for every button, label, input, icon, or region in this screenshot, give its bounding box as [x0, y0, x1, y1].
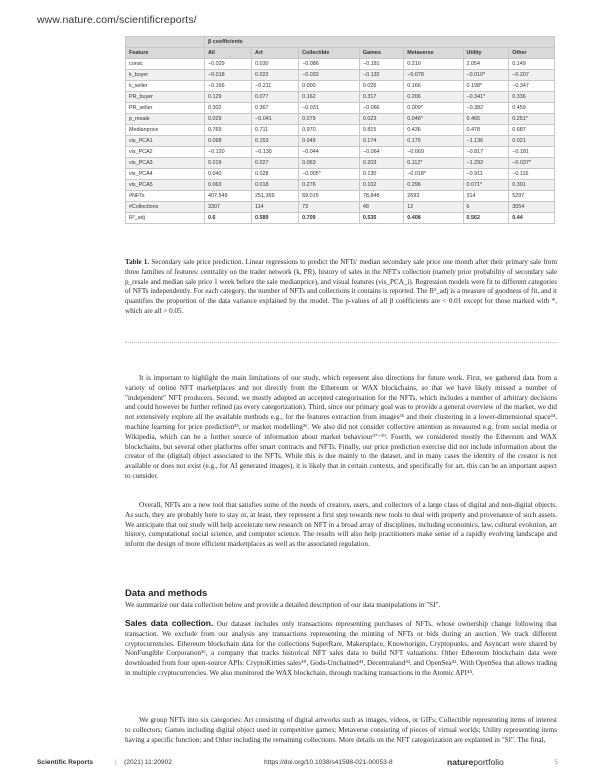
value-cell: −0.078	[404, 70, 463, 81]
footer-brand-logo	[447, 757, 504, 767]
subheading-sales-data: Sales data collection.	[125, 618, 214, 628]
value-cell: 0.210	[404, 59, 463, 70]
paragraph-summary: We summarize our data collection below and provide a detailed description of our data manipulations in "SI".	[125, 601, 441, 609]
table-row	[126, 147, 555, 158]
value-cell: 0.009*	[404, 103, 463, 114]
value-cell: 0.023	[359, 114, 403, 125]
value-cell: −0.669	[404, 147, 463, 158]
value-cell: 0.302	[205, 103, 252, 114]
value-cell: 0.098	[205, 136, 252, 147]
value-cell: 0.028	[252, 169, 299, 180]
value-cell: 0.175	[404, 136, 463, 147]
value-cell: 0.276	[299, 180, 360, 191]
column-header-row	[126, 48, 555, 59]
value-cell: 0.019	[205, 158, 252, 169]
column-header: All	[205, 48, 252, 59]
value-cell: 0.478	[463, 125, 509, 136]
value-cell: 2693	[404, 191, 463, 202]
value-cell: 69,015	[299, 191, 360, 202]
value-cell: 314	[463, 191, 509, 202]
value-cell: −0.018*	[404, 169, 463, 180]
value-cell: 0.018	[252, 180, 299, 191]
footer-doi-link[interactable]: https://doi.org/10.1038/s41598-021-00053-8	[264, 759, 393, 766]
feature-cell: p_resale	[126, 114, 205, 125]
value-cell: −0.037*	[509, 158, 555, 169]
value-cell: −0.207	[509, 70, 555, 81]
value-cell: 0.317	[359, 92, 403, 103]
value-cell: 0.049	[299, 136, 360, 147]
value-cell: −0.120	[205, 147, 252, 158]
value-cell: 0.769	[205, 125, 252, 136]
value-cell: 0.021	[509, 136, 555, 147]
value-cell: −0.132	[359, 70, 403, 81]
table-row	[126, 136, 555, 147]
value-cell: −0.041	[252, 114, 299, 125]
feature-cell: #Collections	[126, 202, 205, 213]
table-row	[126, 70, 555, 81]
value-cell: 0.296	[404, 180, 463, 191]
paragraph-overall: Overall, NFTs are a new tool that satisfies some of the needs of creators, users, and collectors of a large class of digital and non-digital objects. As such, they are probably here to stay or, at least, they represent a first step towards new tools to deal with property and provenance of such assets. We anticipate that our study will help accelerate new research on NFT in a broad array of disciplines, including economics, law, cultural evolution, art history, computational social science, and computer science. The results will also help practitioners make sense of a rapidly evolving landscape and inform the design of more efficient marketplaces as well as the associated regulation.	[125, 501, 557, 549]
value-cell: 407,549	[205, 191, 252, 202]
value-cell: 0.44	[509, 213, 555, 224]
value-cell: 0.198*	[463, 81, 509, 92]
value-cell: −0.044	[299, 147, 360, 158]
page-footer	[37, 757, 558, 771]
footer-issue: (2021) 11:20902	[124, 759, 172, 766]
feature-cell: vis_PCA4	[126, 169, 205, 180]
value-cell: 0.149	[509, 59, 555, 70]
value-cell: −0.181	[509, 147, 555, 158]
value-cell: 0.027	[252, 158, 299, 169]
value-cell: −0.817	[463, 147, 509, 158]
feature-cell: k_seller	[126, 81, 205, 92]
value-cell: −0.066	[359, 103, 403, 114]
value-cell: −0.341*	[463, 92, 509, 103]
feature-cell: Medianprice	[126, 125, 205, 136]
value-cell: 0.687	[509, 125, 555, 136]
value-cell: 5297	[509, 191, 555, 202]
table-row	[126, 158, 555, 169]
paragraph-limitations: It is important to highlight the main limitations of our study, which represent also directions for future work. First, we gathered data from a variety of online NFT marketplaces and not directly from the Ethereum or WAX blockchains, so that we have likely missed a number of "independent" NFT producers. Second, we mostly adopted an accepted categorisation for the NFTs, which includes a number of arbitrary decisions and could however be further refined (as every categorization). Third, since our primary goal was to provide a general overview of the market, we did not extensively explore all the available methods e.g., for the features extraction from images³⁵ and their clustering in a lower-dimensional space³⁴, machine learning for price prediction³⁵, or market modelling³⁶. We also did not consider collective attention as measured e.g. from social media or Wikipedia, which can be a further source of information about market behaviour³⁷⁻³⁹. Fourth, we considered mostly the Ethereum and WAX blockchains, but several other platforms offer smart contracts and NFTs. Finally, our price prediction exercise did not include information about the creator of the (digital) object associated to the NFTs. While this is due mainly to the dataset, and in many cases the identity of the creator is not available or does not exist (e.g., for AI generated images), it is likely that in certain contexts, and specifically for art, this can be an important aspect to consider.	[125, 374, 557, 480]
value-cell: 114	[252, 202, 299, 213]
brand-nature: nature	[447, 757, 474, 767]
value-cell: 0.000	[299, 81, 360, 92]
caption-text: Secondary sale price prediction. Linear regressions to predict the NFTs' median secondary sale price one month after their primary sale from three families of features: centrality on the trader network (k, PR), history of sales in the NFT's collection (namely prior probability of secondary sale p_resale and median sale price 1 week before the sale medianprice), and visual features (vis_PCA_i). Regression models were fit to different categories of NFTs independently. For each category, the number of NFTs and collections it contains is reported. The R²_adj is a measure of goodness of fit, and it quantifies the proportion of the data variance explained by the model. The p-values of all β coefficients are < 0.01 except for those marked with *, which are all > 0.05.	[125, 258, 558, 315]
column-header: Utility	[463, 48, 509, 59]
value-cell: −0.382	[463, 103, 509, 114]
value-cell: 12	[404, 202, 463, 213]
value-cell: 0.079	[299, 114, 360, 125]
value-cell: 0.589	[252, 213, 299, 224]
value-cell: 6	[463, 202, 509, 213]
footer-page-number: 5	[554, 759, 558, 766]
value-cell: 0.459	[509, 103, 555, 114]
value-cell: 3054	[509, 202, 555, 213]
feature-cell: #NFTs	[126, 191, 205, 202]
value-cell: 0.026	[359, 81, 403, 92]
brand-portfolio: portfolio	[473, 757, 504, 767]
value-cell: 0.162	[299, 92, 360, 103]
coefficients-table	[125, 36, 555, 224]
table-corner	[126, 37, 205, 48]
paragraph-sales-data	[125, 619, 557, 679]
column-header: Games	[359, 48, 403, 59]
paragraph-categories: We group NFTs into six categories: Art consisting of digital artworks such as images, videos, or GIFs; Collectible representing items of interest to collectors; Games including digital object used in competitive games; Metaverse consisting of pieces of virtual worlds; Utility representing items having a specific function; and Other including the remaining collections. More details on the NFT categorization are explained in "SI". The final,	[125, 716, 557, 744]
footer-separator: |	[115, 759, 117, 766]
table-row	[126, 202, 555, 213]
value-cell: −0.166	[205, 81, 252, 92]
beta-coefficients-header: β coefficients	[205, 37, 555, 48]
value-cell: 0.030	[252, 59, 299, 70]
value-cell: −0.064	[359, 147, 403, 158]
column-header: Collectible	[299, 48, 360, 59]
value-cell: 0.465	[463, 114, 509, 125]
value-cell: 0.436	[404, 125, 463, 136]
value-cell: 0.029	[205, 114, 252, 125]
value-cell: −0.347	[509, 81, 555, 92]
value-cell: 0.815	[359, 125, 403, 136]
table-caption	[125, 258, 557, 317]
table-row	[126, 114, 555, 125]
value-cell: −0.010*	[463, 70, 509, 81]
value-cell: 0.970	[299, 125, 360, 136]
value-cell: 0.301	[509, 180, 555, 191]
column-header: Art	[252, 48, 299, 59]
feature-cell: k_buyer	[126, 70, 205, 81]
table-row	[126, 180, 555, 191]
value-cell: 0.063	[205, 180, 252, 191]
table-row	[126, 59, 555, 70]
value-cell: 0.130	[359, 169, 403, 180]
feature-cell: vis_PCA1	[126, 136, 205, 147]
value-cell: 0.206	[404, 92, 463, 103]
value-cell: 0.071*	[463, 180, 509, 191]
feature-cell: const.	[126, 59, 205, 70]
column-header: Feature	[126, 48, 205, 59]
value-cell: 0.063	[299, 158, 360, 169]
value-cell: 0.166	[404, 81, 463, 92]
column-header: Other	[509, 48, 555, 59]
value-cell: 73	[299, 202, 360, 213]
section-heading-data-methods: Data and methods	[125, 588, 208, 599]
feature-cell: PR_seller	[126, 103, 205, 114]
value-cell: −0.130	[252, 147, 299, 158]
value-cell: 78,848	[359, 191, 403, 202]
feature-cell: vis_PCA3	[126, 158, 205, 169]
value-cell: 0.102	[359, 180, 403, 191]
value-cell: −1.136	[463, 136, 509, 147]
value-cell: −0.086	[299, 59, 360, 70]
value-cell: −0.181	[359, 59, 403, 70]
value-cell: −0.211	[252, 81, 299, 92]
value-cell: 0.022	[252, 70, 299, 81]
value-cell: 0.6	[205, 213, 252, 224]
value-cell: 0.046*	[404, 114, 463, 125]
value-cell: 0.129	[205, 92, 252, 103]
value-cell: 3307	[205, 202, 252, 213]
value-cell: −0.029	[205, 59, 252, 70]
table-body	[126, 59, 555, 224]
value-cell: −0.911	[463, 169, 509, 180]
table-row	[126, 213, 555, 224]
value-cell: 0.077	[252, 92, 299, 103]
value-cell: 0.709	[299, 213, 360, 224]
value-cell: −0.031	[299, 103, 360, 114]
value-cell: 0.251*	[509, 114, 555, 125]
table-row	[126, 191, 555, 202]
coefficients-table-grid	[125, 36, 555, 224]
table-row	[126, 103, 555, 114]
feature-cell: R²_adj	[126, 213, 205, 224]
value-cell: 0.112*	[404, 158, 463, 169]
table-row	[126, 92, 555, 103]
value-cell: 251,369	[252, 191, 299, 202]
column-header: Metaverse	[404, 48, 463, 59]
value-cell: −0.116	[509, 169, 555, 180]
feature-cell: vis_PCA2	[126, 147, 205, 158]
caption-label: Table 1.	[125, 258, 150, 266]
value-cell: 48	[359, 202, 403, 213]
feature-cell: vis_PCA5	[126, 180, 205, 191]
value-cell: 0.336	[509, 92, 555, 103]
value-cell: 0.040	[205, 169, 252, 180]
value-cell: 0.203	[359, 158, 403, 169]
table-row	[126, 169, 555, 180]
table-row	[126, 125, 555, 136]
caption-divider	[125, 342, 557, 343]
footer-journal: Scientific Reports	[37, 759, 94, 766]
value-cell: 0.174	[359, 136, 403, 147]
value-cell: −0.032	[299, 70, 360, 81]
table-row	[126, 81, 555, 92]
value-cell: 0.711	[252, 125, 299, 136]
value-cell: −0.005*	[299, 169, 360, 180]
page-url[interactable]: www.nature.com/scientificreports/	[37, 14, 197, 26]
value-cell: −1.292	[463, 158, 509, 169]
value-cell: 0.562	[463, 213, 509, 224]
value-cell: 2.054	[463, 59, 509, 70]
value-cell: 0.535	[359, 213, 403, 224]
value-cell: 0.367	[252, 103, 299, 114]
value-cell: −0.018	[205, 70, 252, 81]
value-cell: 0.408	[404, 213, 463, 224]
value-cell: 0.153	[252, 136, 299, 147]
sales-data-text: Our dataset includes only transactions representing purchases of NFTs, whose ownership change following that transaction. We exclude from our analysis any transactions representing the minting of NFTs or bids during an auction. We track different cryptocurrencies. Ethereum blockchain data for the collections SuperRare, Makersplace, Knownorigin, Cryptopunks, and Asyncart were shared by NonFungible Corporation²⁶, a company that tracks historical NFT sales data to build NFT valuations. Other Ethereum blockchain data were downloaded from four open-source APIs: CryptoKitties sales⁴⁰, Gods-Unchained⁴¹, Decentraland⁴², and OpenSea⁴³. With OpenSea that allows trading in multiple cryptocurrencies. We also monitored the WAX blockchain, through tracking transactions in the Atomic API⁴⁴.	[125, 620, 557, 677]
feature-cell: PR_buyer	[126, 92, 205, 103]
